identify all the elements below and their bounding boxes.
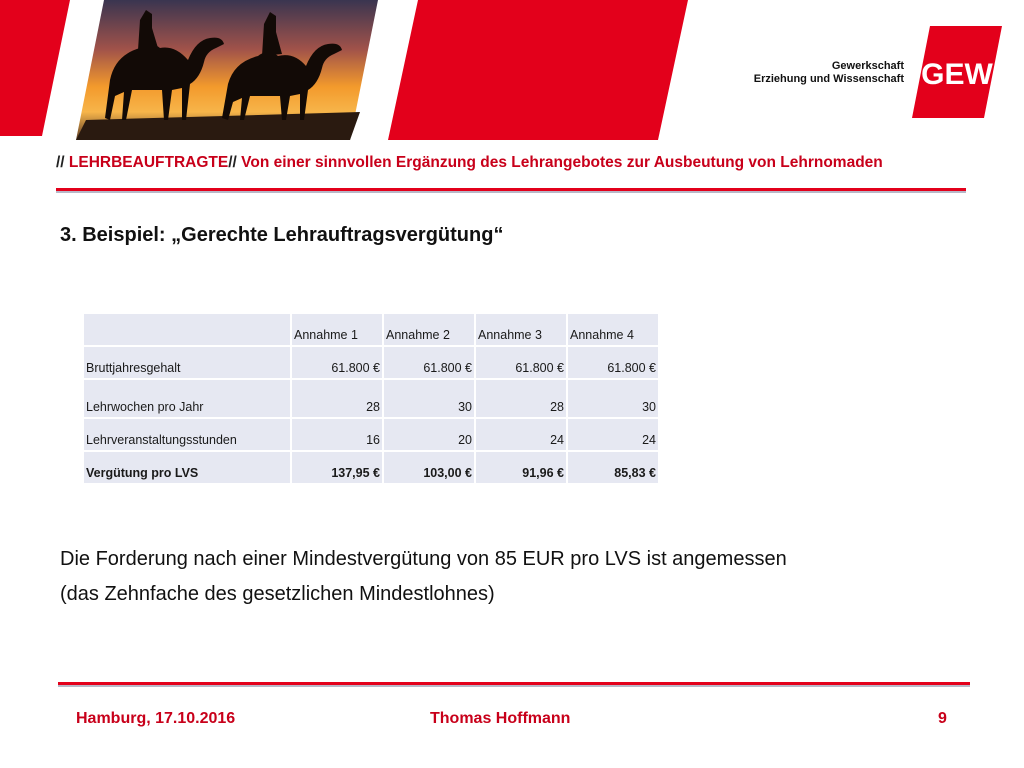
table-header-cell xyxy=(84,314,290,345)
header-divider-shadow xyxy=(56,191,966,193)
table-cell: 30 xyxy=(384,380,474,417)
table-header-cell: Annahme 2 xyxy=(384,314,474,345)
compensation-table xyxy=(82,312,660,485)
table-row xyxy=(84,419,658,450)
table-cell: 91,96 € xyxy=(476,452,566,483)
conclusion-paragraph xyxy=(60,542,960,612)
headline-separator: // xyxy=(228,154,237,171)
paragraph-line-1: Die Forderung nach einer Mindestvergütung von 85 EUR pro LVS ist angemessen xyxy=(60,548,787,570)
paragraph-line-2: (das Zehnfache des gesetzlichen Mindestlohnes) xyxy=(60,583,495,605)
table-cell: 61.800 € xyxy=(568,347,658,378)
table-header-cell: Annahme 1 xyxy=(292,314,382,345)
org-line-1: Gewerkschaft xyxy=(831,60,904,72)
slide-headline xyxy=(56,154,976,172)
organization-name xyxy=(754,60,904,86)
table-cell: 24 xyxy=(568,419,658,450)
camel-caravan-sunset-image xyxy=(76,0,378,140)
table-header-row xyxy=(84,314,658,345)
slide-subtitle: 3. Beispiel: „Gerechte Lehrauftragsvergütung“ xyxy=(60,224,504,246)
headline-topic: LEHRBEAUFTRAGTE xyxy=(68,154,229,171)
table-cell: Vergütung pro LVS xyxy=(84,452,290,483)
table-cell: 16 xyxy=(292,419,382,450)
footer-divider-shadow xyxy=(58,685,970,687)
table-cell: 85,83 € xyxy=(568,452,658,483)
table-cell: 61.800 € xyxy=(384,347,474,378)
table-cell: 137,95 € xyxy=(292,452,382,483)
headline-rest: Von einer sinnvollen Ergänzung des Lehrangebotes zur Ausbeutung von Lehrnomaden xyxy=(236,154,883,171)
logo-text: GEW xyxy=(921,58,993,91)
table-row xyxy=(84,380,658,417)
table-cell: 61.800 € xyxy=(476,347,566,378)
org-line-2: Erziehung und Wissenschaft xyxy=(753,73,904,85)
table-header-cell: Annahme 4 xyxy=(568,314,658,345)
table-cell: 103,00 € xyxy=(384,452,474,483)
table-cell: Lehrveranstaltungsstunden xyxy=(84,419,290,450)
headline-prefix: // xyxy=(56,154,69,171)
gew-logo-icon xyxy=(912,26,1002,118)
footer-page-number: 9 xyxy=(938,710,947,727)
table-cell: 24 xyxy=(476,419,566,450)
table-cell: 28 xyxy=(292,380,382,417)
table-row xyxy=(84,347,658,378)
table-cell: 61.800 € xyxy=(292,347,382,378)
table-cell: 28 xyxy=(476,380,566,417)
footer-location-date: Hamburg, 17.10.2016 xyxy=(76,710,236,727)
table-cell: Lehrwochen pro Jahr xyxy=(84,380,290,417)
footer-author: Thomas Hoffmann xyxy=(430,710,571,727)
table-row-total xyxy=(84,452,658,483)
table-cell: Bruttjahresgehalt xyxy=(84,347,290,378)
table-cell: 20 xyxy=(384,419,474,450)
table-cell: 30 xyxy=(568,380,658,417)
table-header-cell: Annahme 3 xyxy=(476,314,566,345)
